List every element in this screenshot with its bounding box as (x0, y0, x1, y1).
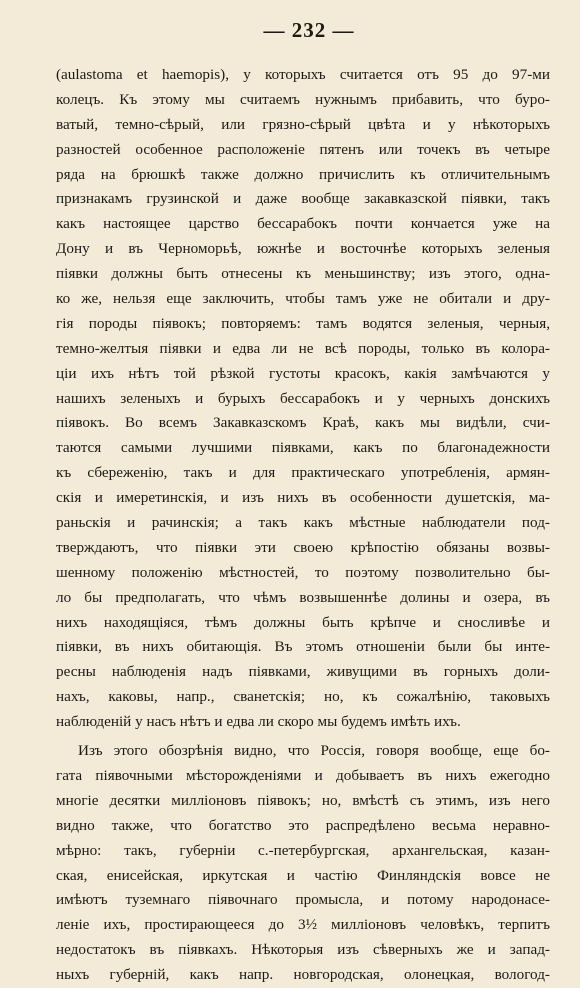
text-line: ко же, нельзя еще заключить, чтобы тамъ уже не обитали и дру- (56, 290, 550, 308)
text-line: піявки должны быть отнесены къ меньшинству; изъ этого, одна- (56, 265, 550, 283)
text-line: шенному положенію мѣстностей, то поэтому позволительно бы- (56, 563, 550, 581)
text-line: Изъ этого обозрѣнія видно, что Россія, говоря вообще, еще бо- (78, 742, 550, 760)
text-line: имѣютъ туземнаго піявочнаго промысла, и потому народонасе- (56, 891, 550, 909)
text-line: піявокъ. Во всемъ Закавказскомъ Краѣ, какъ мы видѣли, счи- (56, 414, 550, 432)
text-line: тверждаютъ, что піявки эти своею крѣпостію обязаны возвы- (56, 538, 550, 556)
text-line: видно также, что богатство это распредѣлено весьма неравно- (56, 816, 550, 834)
text-line: какъ настоящее царство бессарабокъ почти кончается уже на (56, 215, 550, 233)
text-line: недостатокъ въ піявкахъ. Нѣкоторыя изъ сѣверныхъ же и запад- (56, 941, 550, 959)
text-line: ныхъ губерній, какъ напр. новгородская, олонецкая, вологод- (56, 966, 550, 984)
text-line: ціи ихъ нѣтъ той рѣзкой густоты красокъ, какія замѣчаются у (56, 364, 550, 382)
paragraph-1 (56, 63, 550, 735)
body-text (56, 63, 550, 988)
text-line: піявки, въ нихъ обитающія. Въ этомъ отношеніи были бы инте- (56, 638, 550, 656)
text-line: гата піявочными мѣсторожденіями и добываетъ въ нихъ ежегодно (56, 766, 550, 784)
text-line: ская, енисейская, иркутская и частію Финляндскія вовсе не (56, 866, 550, 884)
text-line: таются самыми лучшими піявками, какъ по благонадежности (56, 439, 550, 457)
text-line: колецъ. Къ этому мы считаемъ нужнымъ прибавить, что буро- (56, 90, 550, 108)
text-line: скія и имеретинскія, и изъ нихъ въ особенности душетскія, ма- (56, 489, 550, 507)
text-line: многіе десятки милліоновъ піявокъ; но, вмѣстѣ съ этимъ, изъ него (56, 791, 550, 809)
text-line: нашихъ зеленыхъ и бурыхъ бессарабокъ и у черныхъ донскихъ (56, 389, 550, 407)
text-line: ло бы предполагать, что чѣмъ возвышеннѣе долины и озера, въ (56, 588, 550, 606)
page-number: — 232 — (263, 18, 355, 42)
text-line: Дону и въ Черноморьѣ, южнѣе и восточнѣе которыхъ зеленыя (56, 240, 550, 258)
text-line: гія породы піявокъ; повторяемъ: тамъ водятся зеленыя, черныя, (56, 314, 550, 332)
text-line: нахъ, каковы, напр., сванетскія; но, къ сожалѣнію, таковыхъ (56, 688, 550, 706)
text-line: къ сбереженію, такъ и для практическаго употребленія, армян- (56, 464, 550, 482)
text-line: разностей особенное расположеніе пятенъ или точекъ въ четыре (56, 140, 550, 158)
text-line: нихъ находящіяся, тѣмъ должны быть крѣпче и сносливѣе и (56, 613, 550, 631)
text-line: мѣрно: такъ, губерніи с.-петербургская, архангельская, казан- (56, 841, 550, 859)
text-line: ряда на брюшкѣ также должно причислить къ отличительнымъ (56, 165, 550, 183)
text-line: раньскія и рачинскія; а такъ какъ мѣстные наблюдатели под- (56, 514, 550, 532)
text-line: признакамъ грузинской и даже вообще закавказской піявки, такъ (56, 190, 550, 208)
text-line: (aulastoma et haemopis), у которыхъ считается отъ 95 до 97-ми (56, 66, 550, 83)
paragraph-2 (56, 739, 550, 988)
text-line: леніе ихъ, простирающееся до 3½ милліоновъ человѣкъ, терпитъ (56, 916, 550, 934)
text-line: ватый, темно-сѣрый, или грязно-сѣрый цвѣта и у нѣкоторыхъ (56, 115, 550, 133)
text-line: ресны наблюденія надъ піявками, живущими въ горныхъ доли- (56, 663, 550, 681)
text-line: наблюденій у насъ нѣтъ и едва ли скоро мы будемъ имѣть ихъ. (56, 713, 461, 731)
text-line: темно-желтыя піявки и едва ли не всѣ породы, только въ колора- (56, 339, 550, 357)
